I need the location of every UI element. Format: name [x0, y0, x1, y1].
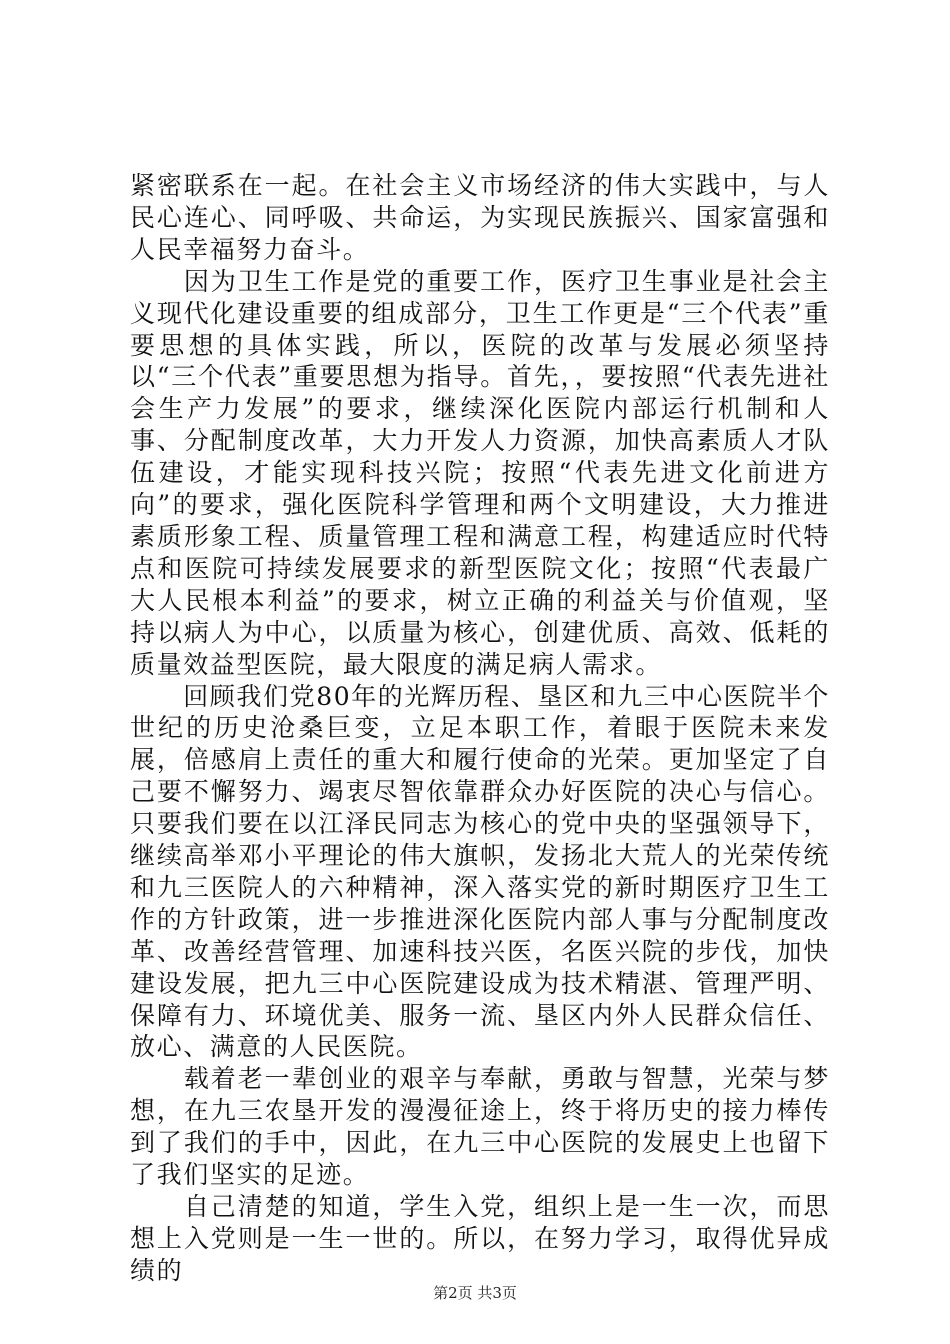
paragraph-3: 回顾我们党80年的光辉历程、垦区和九三中心医院半个世纪的历史沧桑巨变，立足本职工作，着眼于医院未来发展，倍感肩上责任的重大和履行使命的光荣。更加坚定了自己要不懈努力、竭衷尽智依靠群众办好医院的决心与信心。只要我们要在以江泽民同志为核心的党中央的坚强领导下，继续高举邓小平理论的伟大旗帜，发扬北大荒人的光荣传统和九三医院人的六种精神，深入落实党的新时期医疗卫生工作的方针政策，进一步推进深化医院内部人事与分配制度改革、改善经营管理、加速科技兴医，名医兴院的步伐，加快建设发展，把九三中心医院建设成为技术精湛、管理严明、保障有力、环境优美、服务一流、垦区内外人民群众信任、放心、满意的人民医院。 — [130, 681, 831, 1062]
paragraph-2: 因为卫生工作是党的重要工作，医疗卫生事业是社会主义现代化建设重要的组成部分，卫生工作更是“三个代表”重要思想的具体实践，所以，医院的改革与发展必须坚持以“三个代表”重要思想为指导。首先，，要按照“代表先进社会生产力发展”的要求，继续深化医院内部运行机制和人事、分配制度改革，大力开发人力资源，加快高素质人才队伍建设，才能实现科技兴院；按照“代表先进文化前进方向”的要求，强化医院科学管理和两个文明建设，大力推进素质形象工程、质量管理工程和满意工程，构建适应时代特点和医院可持续发展要求的新型医院文化；按照“代表最广大人民根本利益”的要求，树立正确的利益关与价值观，坚持以病人为中心，以质量为核心，创建优质、高效、低耗的质量效益型医院，最大限度的满足病人需求。 — [130, 266, 830, 679]
document-body — [130, 170, 830, 1287]
paragraph-1: 紧密联系在一起。在社会主义市场经济的伟大实践中，与人民心连心、同呼吸、共命运，为实现民族振兴、国家富强和人民幸福努力奋斗。 — [130, 171, 830, 264]
paragraph-4: 载着老一辈创业的艰辛与奉献，勇敢与智慧，光荣与梦想，在九三农垦开发的漫漫征途上，终于将历史的接力棒传到了我们的手中，因此，在九三中心医院的发展史上也留下了我们坚实的足迹。 — [130, 1064, 830, 1190]
paragraph-5: 自己清楚的知道，学生入党，组织上是一生一次，而思想上入党则是一生一世的。所以，在努力学习，取得优异成绩的 — [130, 1192, 830, 1285]
page-footer: 第2页 共3页 — [433, 1284, 517, 1302]
